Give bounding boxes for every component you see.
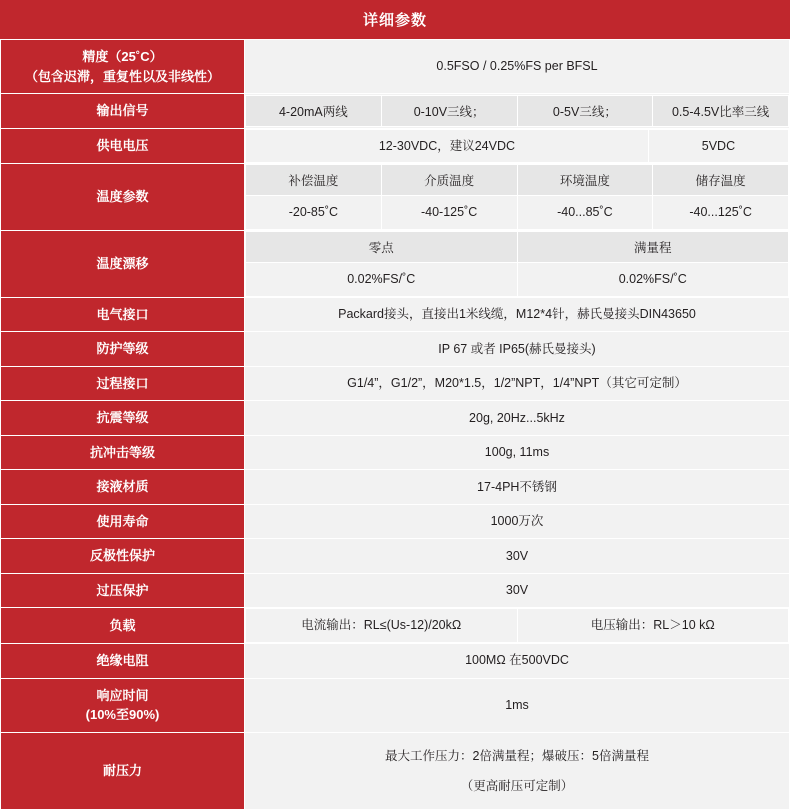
row-value-process-connection: G1/4”，G1/2”，M20*1.5，1/2”NPT，1/4”NPT（其它可定制）: [245, 366, 790, 401]
supply-voltage-cell-1: 12-30VDC，建议24VDC: [246, 129, 649, 163]
drift-value-1: 0.02%FS/˚C: [246, 263, 518, 297]
temperature-head-2: 介质温度: [381, 165, 517, 196]
row-label-temperature-params: 温度参数: [1, 164, 245, 231]
row-label-vibration-rating: 抗震等级: [1, 401, 245, 436]
row-label-output-signal: 输出信号: [1, 94, 245, 129]
pressure-resistance-line-2: （更高耐压可定制）: [460, 778, 574, 793]
row-value-insulation-resistance: 100MΩ 在500VDC: [245, 644, 790, 679]
temperature-head-3: 环境温度: [517, 165, 653, 196]
temperature-value-4: -40...125˚C: [653, 196, 789, 230]
row-value-service-life: 1000万次: [245, 504, 790, 539]
output-signal-row: [246, 95, 789, 126]
row-label-protection-class: 防护等级: [1, 332, 245, 367]
row-label-wetted-material: 接液材质: [1, 470, 245, 505]
row-value-accuracy: 0.5FSO / 0.25%FS per BFSL: [245, 40, 790, 94]
output-signal-cell-1: 4-20mA两线: [246, 95, 382, 126]
row-label-reverse-polarity-protection: 反极性保护: [1, 539, 245, 574]
row-value-load: [245, 608, 790, 644]
row-value-pressure-resistance: [245, 732, 790, 809]
row-label-service-life: 使用寿命: [1, 504, 245, 539]
table-row: [1, 40, 790, 94]
table-row: [1, 435, 790, 470]
row-label-load: 负载: [1, 608, 245, 644]
load-cell-voltage: 电压输出：RL＞10 kΩ: [517, 609, 789, 643]
table-row: [1, 332, 790, 367]
supply-voltage-cell-2: 5VDC: [648, 129, 788, 163]
load-row: [246, 609, 789, 643]
load-grid: [245, 608, 789, 643]
row-value-electrical-connection: Packard接头，直接出1米线缆，M12*4针，赫氏曼接头DIN43650: [245, 297, 790, 332]
page-title: 详细参数: [0, 0, 790, 39]
table-row: [1, 94, 790, 129]
temperature-value-3: -40...85˚C: [517, 196, 653, 230]
temperature-params-grid: [245, 164, 789, 230]
table-row: [1, 231, 790, 298]
table-row: [1, 401, 790, 436]
table-row: [1, 470, 790, 505]
output-signal-cell-2: 0-10V三线；: [381, 95, 517, 126]
row-value-vibration-rating: 20g, 20Hz...5kHz: [245, 401, 790, 436]
response-time-label-line-2: (10%至90%): [85, 707, 160, 722]
drift-head-2: 满量程: [517, 232, 789, 263]
row-value-output-signal: [245, 94, 790, 129]
table-row: [1, 297, 790, 332]
table-row: [1, 732, 790, 809]
table-row: [1, 644, 790, 679]
temperature-head-4: 储存温度: [653, 165, 789, 196]
row-value-wetted-material: 17-4PH不锈钢: [245, 470, 790, 505]
table-row: [1, 504, 790, 539]
table-row: [1, 128, 790, 164]
spec-table: [0, 39, 790, 810]
temperature-value-1: -20-85˚C: [246, 196, 382, 230]
row-value-overvoltage-protection: 30V: [245, 573, 790, 608]
table-row: [1, 366, 790, 401]
table-row: [1, 608, 790, 644]
row-value-shock-rating: 100g, 11ms: [245, 435, 790, 470]
row-label-temperature-drift: 温度漂移: [1, 231, 245, 298]
response-time-label-line-1: 响应时间: [96, 687, 149, 703]
row-value-reverse-polarity-protection: 30V: [245, 539, 790, 574]
row-value-response-time: 1ms: [245, 678, 790, 732]
row-label-supply-voltage: 供电电压: [1, 128, 245, 164]
pressure-resistance-line-1: 最大工作压力：2倍满量程；爆破压：5倍满量程: [385, 748, 649, 763]
row-label-line-1: 精度（25˚C）: [82, 49, 163, 64]
load-cell-current: 电流输出：RL≤(Us-12)/20kΩ: [246, 609, 518, 643]
temperature-drift-grid: [245, 231, 789, 297]
table-row: [1, 678, 790, 732]
temperature-drift-body-row: [246, 263, 789, 297]
drift-head-1: 零点: [246, 232, 518, 263]
table-row: [1, 573, 790, 608]
supply-voltage-grid: [245, 129, 789, 164]
row-label-shock-rating: 抗冲击等级: [1, 435, 245, 470]
output-signal-cell-3: 0-5V三线；: [517, 95, 653, 126]
temperature-head-1: 补偿温度: [246, 165, 382, 196]
row-value-temperature-params: [245, 164, 790, 231]
row-label-line-2: （包含迟滞，重复性以及非线性）: [24, 68, 220, 84]
row-value-temperature-drift: [245, 231, 790, 298]
row-label-insulation-resistance: 绝缘电阻: [1, 644, 245, 679]
temperature-drift-head-row: [246, 232, 789, 263]
row-label-overvoltage-protection: 过压保护: [1, 573, 245, 608]
row-label-process-connection: 过程接口: [1, 366, 245, 401]
drift-value-2: 0.02%FS/˚C: [517, 263, 789, 297]
output-signal-cell-4: 0.5-4.5V比率三线: [653, 95, 789, 126]
temperature-params-body-row: [246, 196, 789, 230]
table-row: [1, 164, 790, 231]
temperature-value-2: -40-125˚C: [381, 196, 517, 230]
row-value-supply-voltage: [245, 128, 790, 164]
supply-voltage-row: [246, 129, 789, 163]
output-signal-grid: [245, 95, 789, 127]
row-label-pressure-resistance: 耐压力: [1, 732, 245, 809]
temperature-params-head-row: [246, 165, 789, 196]
row-label-response-time: [1, 678, 245, 732]
row-label-electrical-connection: 电气接口: [1, 297, 245, 332]
row-label-accuracy: [1, 40, 245, 94]
row-value-protection-class: IP 67 或者 IP65(赫氏曼接头): [245, 332, 790, 367]
table-row: [1, 539, 790, 574]
